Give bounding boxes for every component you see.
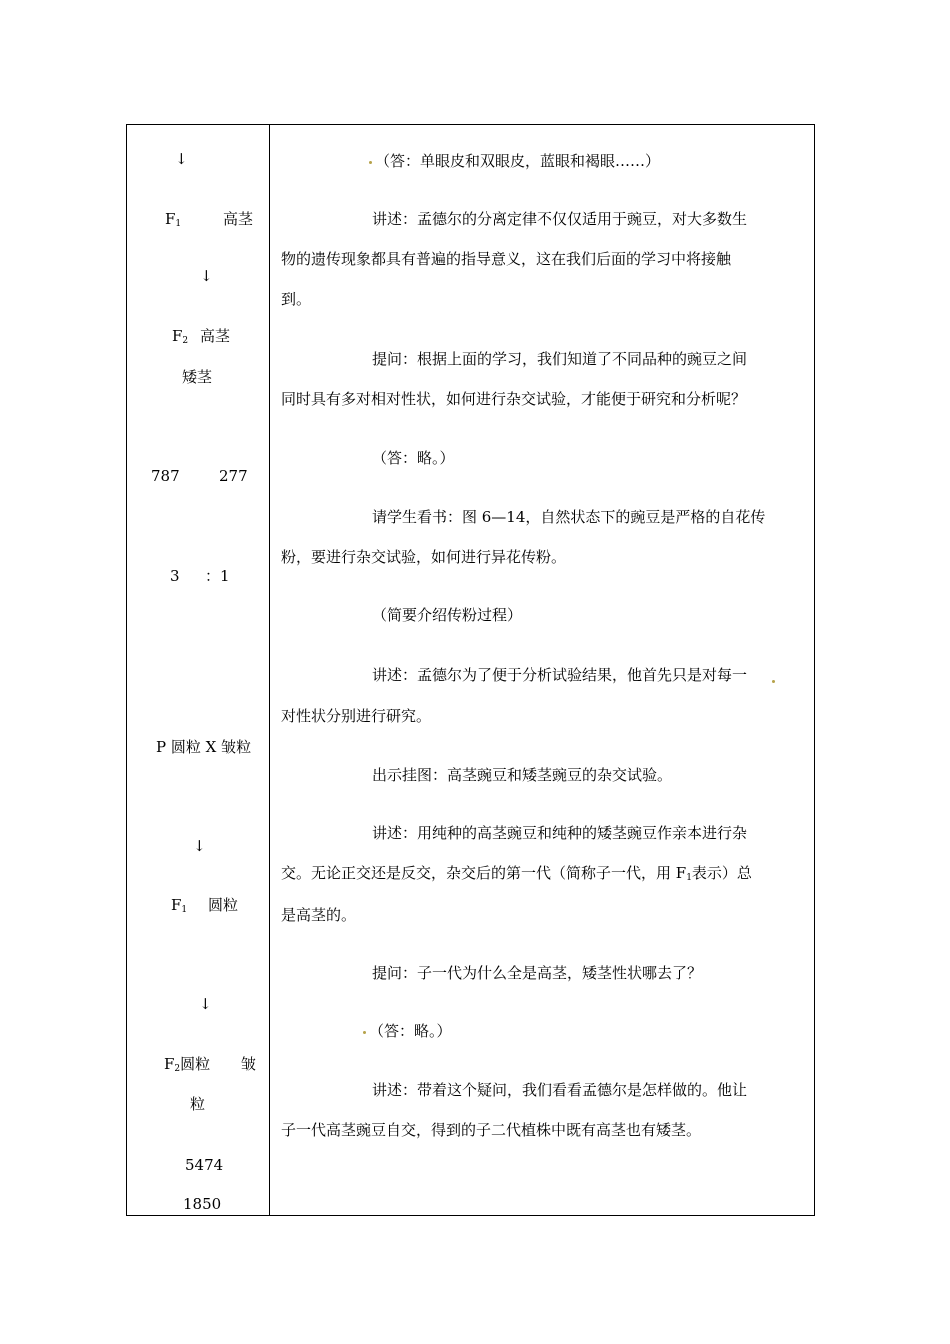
paragraph-line: 提问：根据上面的学习，我们知道了不同品种的豌豆之间	[372, 350, 748, 368]
paragraph-line: 是高茎的。	[281, 906, 357, 924]
paragraph-line: 出示挂图：高茎豌豆和矮茎豌豆的杂交试验。	[372, 766, 673, 784]
paragraph-line: （简要介绍传粉过程）	[372, 606, 523, 624]
f2b-value-wrinkled-b: 粒	[190, 1095, 206, 1113]
f2-value-short: 矮茎	[182, 368, 213, 386]
paragraph-line: 同时具有多对相对性状，如何进行杂交试验，才能便于研究和分析呢？	[281, 390, 747, 408]
paragraph-line: 请学生看书：图 6—14，自然状态下的豌豆是严格的自花传	[372, 508, 766, 526]
paragraph-line: 讲述：带着这个疑问，我们看看孟德尔是怎样做的。他让	[372, 1081, 748, 1099]
ratio-right: ：1	[205, 567, 230, 585]
marker-dot	[772, 680, 775, 683]
f1b-value: 圆粒	[208, 896, 239, 914]
marker-dot	[369, 161, 372, 164]
arrow-down-icon: ↓	[175, 150, 188, 168]
paragraph-line: 粉，要进行杂交试验，如何进行异花传粉。	[281, 548, 567, 566]
f2-label: $F_2$	[172, 327, 189, 346]
f2b-value-wrinkled-a: 皱	[241, 1055, 257, 1073]
answer-text: （答：略。）	[372, 449, 455, 467]
paragraph-line: 讲述：用纯种的高茎豌豆和纯种的矮茎豌豆作亲本进行杂	[372, 824, 748, 842]
ratio-left: 3	[170, 567, 180, 585]
count-short: 277	[219, 467, 248, 485]
f2-value-tall: 高茎	[200, 327, 231, 345]
count-wrinkled: 1850	[183, 1195, 222, 1213]
arrow-down-icon: ↓	[199, 995, 212, 1013]
marker-dot	[363, 1031, 366, 1034]
count-tall: 787	[151, 467, 180, 485]
answer-text: （答：单眼皮和双眼皮，蓝眼和褐眼……）	[369, 152, 660, 170]
column-divider	[269, 125, 270, 1215]
f1-value: 高茎	[223, 210, 254, 228]
paragraph-line: 讲述：孟德尔的分离定律不仅仅适用于豌豆，对大多数生	[372, 210, 748, 228]
arrow-down-icon: ↓	[200, 267, 213, 285]
paragraph-line: 物的遗传现象都具有普遍的指导意义，这在我们后面的学习中将接触	[281, 250, 732, 268]
arrow-down-icon: ↓	[193, 837, 206, 855]
f1b-label: $F_1$	[171, 896, 188, 915]
p-cross: P 圆粒 X 皱粒	[156, 738, 252, 756]
answer-text: （答：略。）	[363, 1022, 452, 1040]
paragraph-line: 对性状分别进行研究。	[281, 707, 432, 725]
paragraph-line: 讲述：孟德尔为了便于分析试验结果，他首先只是对每一	[372, 666, 748, 684]
f1-label: $F_1$	[165, 210, 182, 229]
f2b-label: $F_2$圆粒	[164, 1055, 211, 1074]
count-round: 5474	[185, 1156, 224, 1174]
paragraph-line: 交。无论正交还是反交，杂交后的第一代（简称子一代，用 $F_1$表示）总	[281, 864, 752, 883]
paragraph-line: 到。	[281, 290, 312, 308]
paragraph-line: 子一代高茎豌豆自交，得到的子二代植株中既有高茎也有矮茎。	[281, 1121, 702, 1139]
paragraph-line: 提问：子一代为什么全是高茎，矮茎性状哪去了？	[372, 964, 703, 982]
